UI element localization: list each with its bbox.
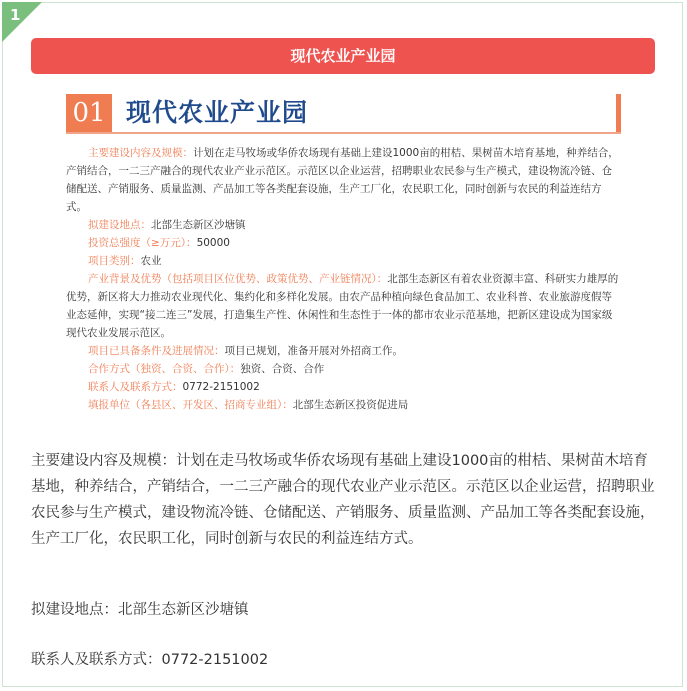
card-number: 01 (66, 94, 112, 132)
project-card-image (63, 88, 625, 428)
card-title: 现代农业产业园 (126, 98, 309, 127)
card-row-location: 拟建设地点：北部生态新区沙塘镇 (88, 219, 246, 231)
corner-badge (2, 2, 42, 42)
card-row-contact: 联系人及联系方式：0772-2151002 (88, 381, 260, 393)
card-row-cooperation: 合作方式（独资、合资、合作）：独资、合资、合作 (88, 363, 325, 375)
main-description (31, 448, 658, 552)
card-row-investment: 投资总强度（≥万元）：50000 (88, 237, 230, 249)
card-row-background: 产业背景及优势（包括项目区位优势、政策优势、产业链情况）：北部生态新区有着农业资源丰富、科研实力雄厚的优势，新区将大力推动农业现代化、集约化和多样化发展。由农产品种植向绿色食品加工、农业科普、农业旅游度假等业态延伸，实现“接二连三”发展，打造集生产性、休闲性和生态性于一体的都市农业示范基地，把新区建设成为国家级现代农业发展示范区。 (66, 273, 619, 339)
location-line: 拟建设地点：北部生态新区沙塘镇 (31, 602, 249, 618)
card-row-reporter: 填报单位（各县区、开发区、招商专业组）：北部生态新区投资促进局 (88, 399, 409, 411)
card-row-progress: 项目已具备条件及进展情况：项目已规划，准备开展对外招商工作。 (88, 345, 403, 357)
card-title-accent-bar (616, 94, 621, 132)
card-body (66, 144, 622, 414)
description-paragraph: 主要建设内容及规模：计划在走马牧场或华侨农场现有基础上建设1000亩的柑桔、果树苗木培育基地，种养结合，产销结合，一二三产融合的现代农业产业示范区。示范区以企业运营，招聘职业农民参与生产模式，建设物流冷链、仓储配送、产销服务、质量监测、产品加工等各类配套设施，生产工厂化，农民职工化，同时创新与农民的利益连结方式。 (31, 453, 655, 547)
contact-line: 联系人及联系方式：0772-2151002 (31, 652, 269, 668)
section-banner: 现代农业产业园 (31, 38, 655, 74)
corner-number: 1 (10, 6, 21, 24)
card-title-row (66, 94, 621, 134)
card-row-category: 项目类别：农业 (88, 255, 162, 267)
card-row-content: 主要建设内容及规模：计划在走马牧场或华侨农场现有基础上建设1000亩的柑桔、果树苗木培育基地，种养结合，产销结合，一二三产融合的现代农业产业示范区。示范区以企业运营，招聘职业农民参与生产模式，建设物流冷链、仓储配送、产销服务、质量监测、产品加工等各类配套设施，生产工厂化，农民职工化，同时创新与农民的利益连结方式。 (66, 147, 619, 213)
